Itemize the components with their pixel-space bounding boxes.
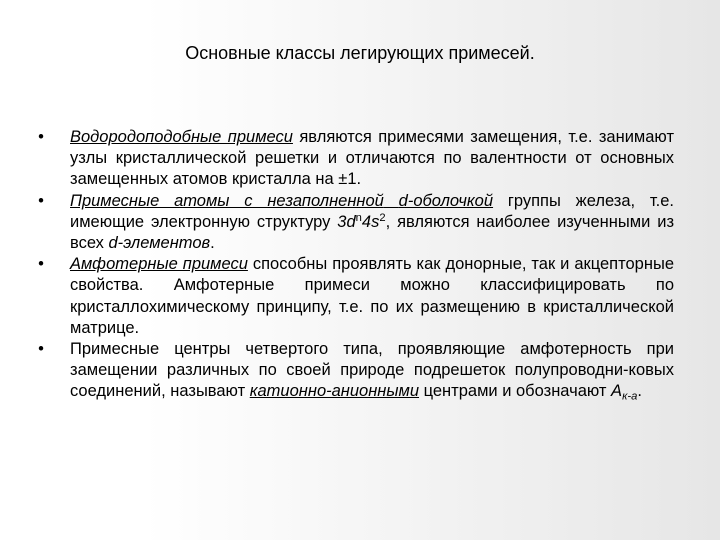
slide-title: Основные классы легирующих примесей.: [185, 43, 535, 63]
formula-sup-2: 2: [379, 211, 386, 224]
bullet-text: центрами и обозначают: [419, 382, 612, 401]
term-cation-anion: катионно-анионными: [249, 382, 420, 401]
bullet-item-d-shell: [34, 191, 674, 255]
term-d-shell-part2: d-оболочкой: [398, 191, 494, 210]
formula-sup-n: n: [355, 211, 362, 224]
symbol-subscript: к-а: [622, 390, 638, 403]
bullet-dot: •: [38, 340, 44, 359]
bullet-dot: •: [38, 191, 44, 210]
bullet-item-amphoteric: [34, 254, 674, 339]
bullet-dot: •: [38, 255, 44, 274]
term-d-shell-part1: Примесные атомы с незаполненной: [70, 191, 384, 210]
term-amphoteric: Амфотерные примеси: [70, 255, 248, 274]
bullet-dot: •: [38, 128, 44, 146]
term-separator: [384, 192, 399, 210]
formula-3d: 3d: [337, 212, 356, 231]
bullet-text: группы железа, т.е. имеющие электронную структуру: [70, 191, 674, 231]
formula-4s: 4s: [361, 212, 380, 231]
term-d-elements: d-элементов: [108, 234, 211, 253]
bullet-text: являются примесями замещения, т.е. занимают узлы кристаллической решетки и отличаются по валентности от основных замещенных атомов кристалла на ±1.: [70, 128, 674, 189]
symbol-a: A: [611, 382, 623, 401]
bullet-text: способны проявлять как донорные, так и акцепторные свойства. Амфотерные примеси можно классифицировать по кристаллохимическому принципу, т.е. по их размещению в кристаллической матрице.: [70, 255, 674, 337]
bullet-text: .: [210, 234, 215, 253]
bullet-text: Примесные центры четвертого типа, проявляющие амфотерность при замещении различных по своей природе подрешеток полупроводни-ковых соединений, называют: [70, 340, 674, 401]
bullet-item-cation-anion: [34, 339, 674, 403]
term-hydrogenic: Водородоподобные примеси: [70, 128, 293, 146]
bullet-text: .: [637, 382, 642, 401]
bullet-item-hydrogenic: [34, 127, 674, 191]
bullet-list: [34, 127, 674, 403]
bullet-text: , являются наиболее изученными из всех: [70, 212, 675, 253]
